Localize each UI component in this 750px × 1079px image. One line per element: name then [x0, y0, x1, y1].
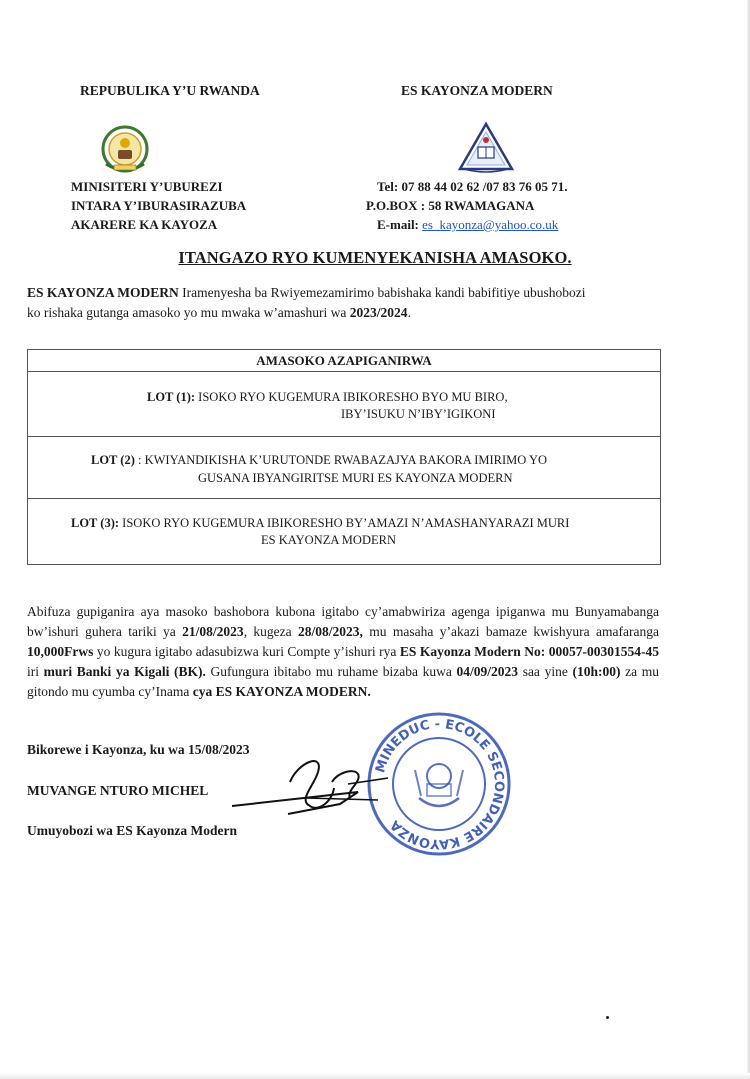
lot-row-3: LOT (3): ISOKO RYO KUGEMURA IBIKORESHO BY’AMAZI N’AMASHANYARAZI MURI ES KAYONZA MODERN: [28, 498, 660, 564]
signatory-role: Umuyobozi wa ES Kayonza Modern: [27, 823, 238, 838]
scan-dust-speck: [606, 1016, 609, 1019]
handwritten-signature: [228, 742, 398, 822]
republic-title: REPUBULIKA Y’U RWANDA: [80, 83, 260, 98]
lot-row-2: LOT (2) : KWIYANDIKISHA K’URUTONDE RWABAZAJYA BAKORA IMIRIMO YO GUSANA IBYANGIRITSE MURI ES KAYONZA MODERN: [28, 436, 660, 499]
lots-table-heading: AMASOKO AZAPIGANIRWA: [28, 350, 660, 372]
bank-name: muri Banki ya Kigali (BK).: [43, 664, 206, 679]
lot-label: LOT (3):: [71, 516, 120, 530]
fee-amount: 10,000Frws: [27, 644, 94, 659]
start-date: 21/08/2023: [182, 624, 244, 639]
province-line: INTARA Y’IBURASIRAZUBA: [71, 198, 247, 213]
announcement-title: ITANGAZO RYO KUMENYEKANISHA AMASOKO.: [178, 248, 572, 267]
telephone-line: Tel: 07 88 44 02 62 /07 83 76 05 71.: [377, 179, 568, 194]
instructions-paragraph: Abifuza gupiganira aya masoko bashobora kubona igitabo cy’amabwiriza agenga ipiganwa mu Bunyamabanga bw’ishuri guhera tariki ya 21/08/2023, kugeza 28/08/2023, mu masaha y’akazi bamaze kwishyura amafaranga 10,000Frws yo kugura igitabo adasubizwa kuri Compte y’ishuri rya ES Kayonza Modern No: 00057-00301554-45 iri muri Banki ya Kigali (BK). Gufungura ibitabo mu ruhame bizaba kuwa 04/09/2023 saa yine (10h:00) za mu gitondo mu cyumba cy’Inama cya ES KAYONZA MODERN.: [27, 604, 659, 699]
rwanda-coat-of-arms-emblem: [96, 124, 154, 174]
lot-label: LOT (1):: [147, 390, 196, 404]
intro-school-name: ES KAYONZA MODERN: [27, 285, 179, 300]
ministry-line: MINISITERI Y’UBUREZI: [71, 179, 223, 194]
pobox-line: P.O.BOX : 58 RWAMAGANA: [366, 198, 535, 213]
intro-paragraph: ES KAYONZA MODERN Iramenyesha ba Rwiyemezamirimo babishaka kandi babifitiye ubushobozi ko rishaka gutanga amasoko yo mu mwaka w’amashuri wa 2023/2024.: [27, 285, 586, 320]
opening-date: 04/09/2023: [456, 664, 519, 679]
opening-time: (10h:00): [572, 664, 621, 679]
email-line: [377, 215, 558, 235]
email-link[interactable]: es_kayonza@yahoo.co.uk: [422, 217, 559, 232]
school-title: ES KAYONZA MODERN: [401, 83, 553, 98]
place-and-date: Bikorewe i Kayonza, ku wa 15/08/2023: [27, 742, 250, 757]
venue: cya ES KAYONZA MODERN.: [192, 684, 371, 699]
signatory-name: MUVANGE NTURO MICHEL: [27, 783, 209, 798]
email-label: E-mail:: [377, 217, 423, 232]
stamp-ring-text: MINEDUC - ECOLE SECONDAIRE KAYONZA: [373, 716, 507, 852]
scan-bottom-shadow: [0, 1073, 750, 1079]
lot-row-1: LOT (1): ISOKO RYO KUGEMURA IBIKORESHO BYO MU BIRO, IBY’ISUKU N’IBY’IGIKONI: [147, 390, 508, 421]
lots-table: [27, 349, 661, 565]
school-logo: [456, 121, 516, 176]
bank-account: ES Kayonza Modern No: 00057-00301554-45: [399, 644, 659, 659]
lot-label: LOT (2): [91, 453, 135, 467]
end-date: 28/08/2023,: [298, 624, 363, 639]
district-line: AKARERE KA KAYOZA: [71, 217, 218, 232]
academic-year: 2023/2024: [349, 305, 408, 320]
